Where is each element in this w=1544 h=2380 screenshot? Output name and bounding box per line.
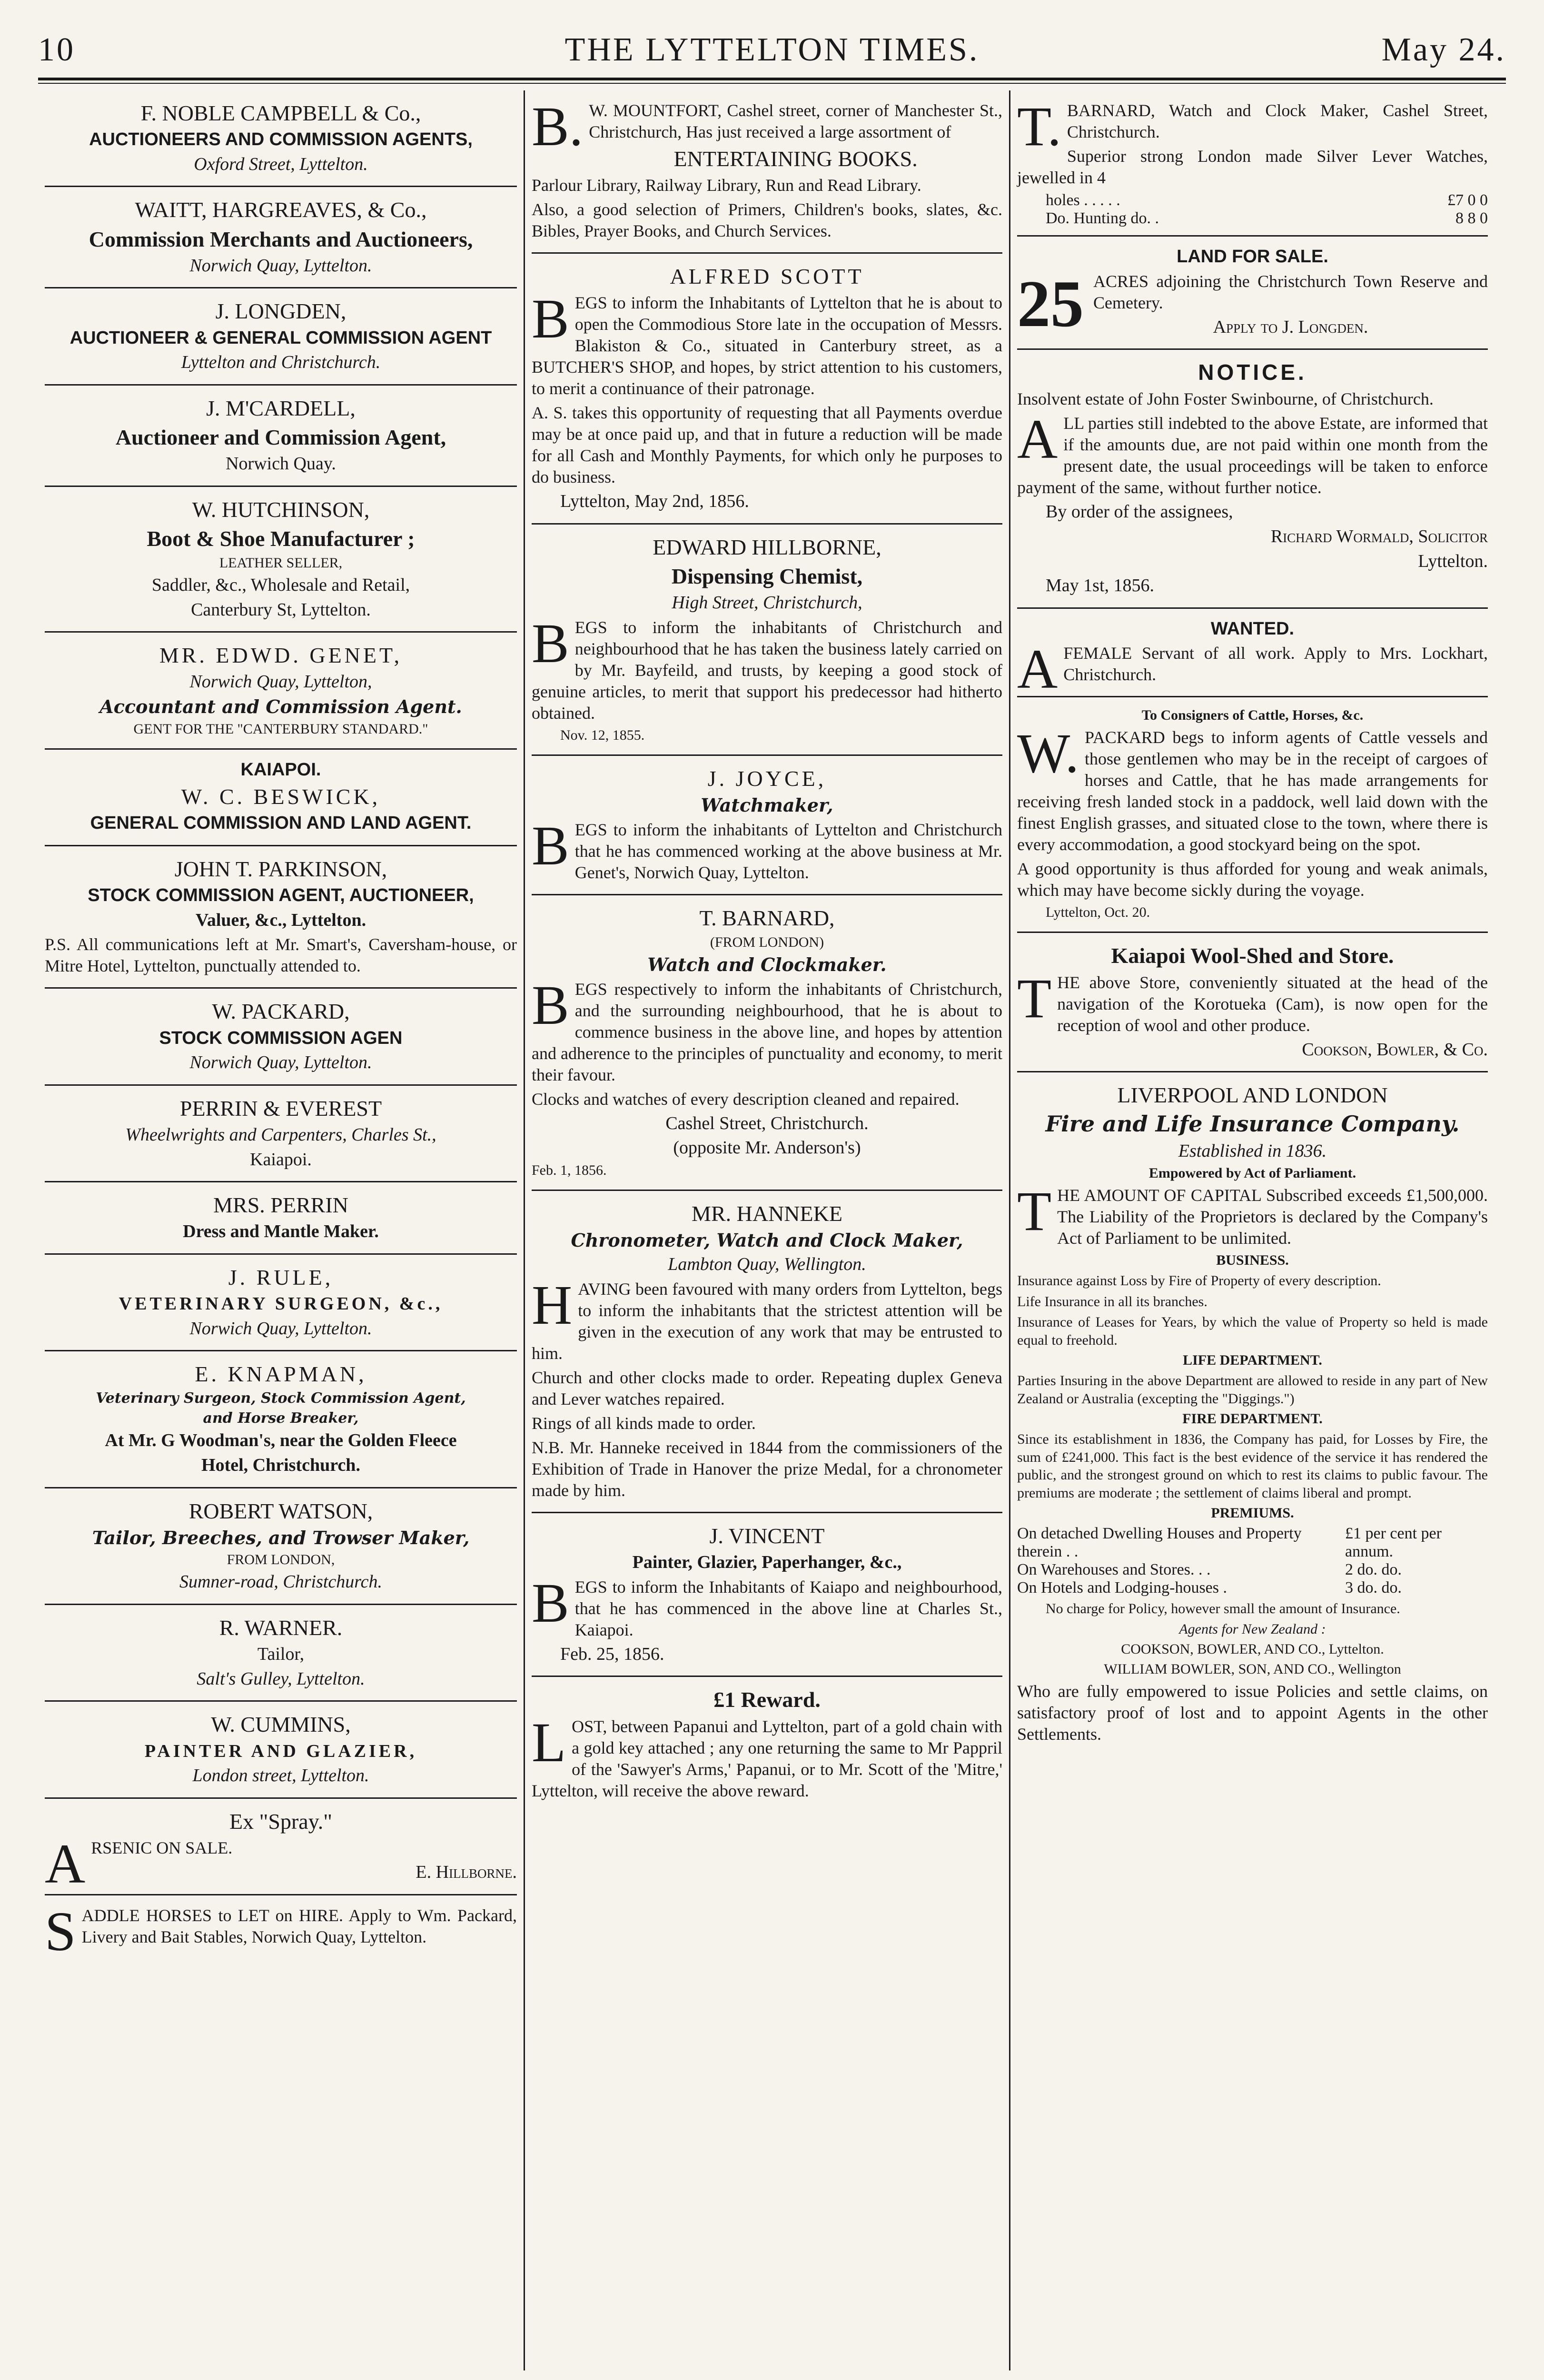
- ad-address: Kaiapoi.: [250, 1149, 312, 1170]
- ad-trade: Watch and Clockmaker.: [647, 953, 887, 975]
- ad-body: Clocks and watches of every description cleaned and repaired.: [532, 1089, 960, 1109]
- ad-body: BEGS to inform the Inhabitants of Kaiapo and neighbourhood, that he has commenced in the above line at Charles St., Kaiapoi.: [532, 1571, 1002, 1639]
- ad-body: P.S. All communications left at Mr. Smart's, Caversham-house, or Mitre Hotel, Lyttelton, punctually attended to.: [45, 935, 517, 976]
- ad-barnard-clockmaker: [532, 895, 1002, 1191]
- ad-genet: [45, 633, 517, 749]
- premium-label: On Warehouses and Stores. . .: [1017, 1561, 1211, 1579]
- ad-name: PERRIN & EVEREST: [179, 1096, 382, 1121]
- ad-address: Norwich Quay.: [226, 454, 336, 474]
- ad-trade: and Horse Breaker,: [203, 1410, 359, 1427]
- ad-vincent: [532, 1513, 1002, 1677]
- ad-hutchinson: [45, 487, 517, 633]
- ad-subtitle: Valuer, &c., Lyttelton.: [195, 910, 366, 930]
- ad-name: JOHN T. PARKINSON,: [174, 857, 387, 881]
- ad-address: Lyttelton and Christchurch.: [181, 352, 381, 373]
- ad-body: ACRES adjoining the Christchurch Town Reserve and Cemetery.: [1093, 271, 1488, 312]
- ad-body: A. S. takes this opportunity of requesting that all Payments overdue may be at once paid up, and that in future a reduction will be made for all Cash and Monthly Payments, for which only he purposes to do business.: [532, 403, 1002, 487]
- ad-body: HAVING been favoured with many orders from Lyttelton, begs to inform the inhabitants that the strictest attention will be given in the execution of any work that may be entrusted to him.: [532, 1274, 1002, 1363]
- ad-body: Rings of all kinds made to order.: [532, 1414, 756, 1433]
- ad-body: Parlour Library, Railway Library, Run and Read Library.: [532, 176, 921, 195]
- ad-body: W.PACKARD begs to inform agents of Cattle vessels and those gentlemen who may be in the receipt of cargoes of horses and Cattle, that he has made arrangements for receiving fresh landed stock in a paddock, well laid down with the finest English grasses, and situated close to the town, where there is every accommodation, a good stockyard being on the spot.: [1017, 722, 1488, 854]
- ad-date: Feb. 1, 1856.: [532, 1162, 607, 1178]
- ad-body: BEGS to inform the Inhabitants of Lyttelton that he is about to open the Commodious Store late in the occupation of Messrs. Blakiston & Co., situated in Canterbury street, as a BUTCHER'S SHOP, and hopes, by strict attention to his customers, to merit a continuance of their patronage.: [532, 288, 1002, 398]
- ad-body: By order of the assignees,: [1046, 502, 1233, 522]
- ad-subtitle: Established in 1836.: [1178, 1140, 1327, 1161]
- ad-name: W. PACKARD,: [212, 999, 350, 1024]
- ad-heading: Ex "Spray.": [229, 1809, 332, 1834]
- premium-row: [1017, 1561, 1488, 1579]
- masthead-rule: [38, 78, 1506, 84]
- ad-body: Since its establishment in 1836, the Company has paid, for Losses by Fire, the sum of £241,000. This fact is the best evidence of the service it has rendered the public, and the strongest ground on which to rest its claims to public favour. The premiums are moderate ; the settlement of claims liberal and prompt.: [1017, 1431, 1488, 1501]
- ad-reward: [532, 1677, 1002, 1812]
- acre-count: 25: [1017, 267, 1084, 341]
- premium-rate: £1 per cent per annum.: [1345, 1525, 1442, 1561]
- ad-body: ALL parties still indebted to the above Estate, are informed that if the amounts due, are not paid within one month from the present date, the usual proceedings will be taken to enforce payment of the same, without further notice.: [1017, 408, 1488, 497]
- issue-date: May 24.: [1381, 31, 1506, 68]
- ad-subtitle: (FROM LONDON): [710, 934, 824, 950]
- ad-trade: Painter, Glazier, Paperhanger, &c.,: [632, 1552, 902, 1573]
- price-label: holes . . . . .: [1046, 191, 1120, 209]
- premium-row: [1017, 1579, 1488, 1597]
- ad-subtitle: GENT FOR THE "CANTERBURY STANDARD.": [133, 721, 428, 737]
- ad-body: BEGS to inform the inhabitants of Lyttelton and Christchurch that he has commenced working at the above business at Mr. Genet's, Norwich Quay, Lyttelton.: [532, 814, 1002, 882]
- ad-trade: AUCTIONEERS AND COMMISSION AGENTS,: [89, 129, 473, 150]
- ad-name: MR. HANNEKE: [692, 1201, 842, 1226]
- ad-body: BEGS respectively to inform the inhabitants of Christchurch, and the surrounding neighbourhood, that he is about to commence business in the above line, and hopes by attention and adherence to the principles of punctuality and economy, to merit their favour.: [532, 973, 1002, 1084]
- ad-address: Norwich Quay, Lyttelton.: [189, 1318, 372, 1339]
- ad-subtitle: LEATHER SELLER,: [219, 555, 343, 571]
- ad-address: (opposite Mr. Anderson's): [673, 1138, 861, 1158]
- ad-trade: Commission Merchants and Auctioneers,: [89, 227, 473, 251]
- ad-mrs-perrin: [45, 1182, 517, 1255]
- agent: WILLIAM BOWLER, SON, AND CO., Wellington: [1104, 1661, 1401, 1677]
- ad-trade: Chronometer, Watch and Clock Maker,: [571, 1229, 963, 1251]
- ad-beswick: [45, 750, 517, 846]
- ad-subtitle: Insolvent estate of John Foster Swinbourne, of Christchurch.: [1017, 389, 1434, 409]
- ad-trade: Tailor,: [257, 1644, 305, 1665]
- ad-name: MRS. PERRIN: [213, 1193, 348, 1218]
- ad-packard: [45, 989, 517, 1085]
- ad-heading: Fire and Life Insurance Company.: [1045, 1111, 1460, 1137]
- ad-heading: £1 Reward.: [713, 1687, 821, 1712]
- premium-row: [1017, 1525, 1488, 1561]
- ad-address: Norwich Quay, Lyttelton.: [189, 1052, 372, 1073]
- ad-trade: Auctioneer and Commission Agent,: [115, 425, 446, 449]
- ad-body: Also, a good selection of Primers, Children's books, slates, &c. Bibles, Prayer Books, and Church Services.: [532, 200, 1002, 241]
- ad-trade: STOCK COMMISSION AGENT, AUCTIONEER,: [88, 885, 474, 906]
- premium-rate: 2 do. do.: [1345, 1561, 1402, 1579]
- ad-trade: Wheelwrights and Carpenters, Charles St.,: [125, 1124, 436, 1145]
- ad-name: WAITT, HARGREAVES, & Co.,: [135, 198, 427, 222]
- ad-heading: LIVERPOOL AND LONDON: [1117, 1083, 1388, 1108]
- ad-body: A good opportunity is thus afforded for young and weak animals, which may have become sickly during the voyage.: [1017, 859, 1488, 900]
- ad-body: No charge for Policy, however small the amount of Insurance.: [1046, 1601, 1400, 1617]
- ad-name: W. HUTCHINSON,: [192, 497, 370, 522]
- ad-trade: Dispensing Chemist,: [671, 564, 863, 589]
- ad-body: N.B. Mr. Hanneke received in 1844 from the commissioners of the Exhibition of Trade in Hanover the prize Medal, for a chronometer made by him.: [532, 1438, 1002, 1500]
- premium-rate: 3 do. do.: [1345, 1579, 1402, 1597]
- ad-date: Nov. 12, 1855.: [560, 727, 645, 743]
- ad-name: W. C. BESWICK,: [181, 784, 381, 809]
- ad-date: May 1st, 1856.: [1046, 575, 1154, 596]
- ad-trade: STOCK COMMISSION AGEN: [159, 1028, 403, 1048]
- ad-date: Lyttelton, Oct. 20.: [1046, 904, 1150, 921]
- ad-rule: [45, 1255, 517, 1351]
- section-heading: LIFE DEPARTMENT.: [1183, 1352, 1322, 1368]
- price-row: [1017, 209, 1488, 228]
- columns: [38, 90, 1506, 2370]
- ad-date: Feb. 25, 1856.: [560, 1644, 664, 1664]
- ad-subtitle: Saddler, &c., Wholesale and Retail,: [151, 575, 410, 595]
- ad-address: At Mr. G Woodman's, near the Golden Fleece: [105, 1430, 457, 1451]
- ad-trade: GENERAL COMMISSION AND LAND AGENT.: [90, 813, 472, 833]
- ad-signature: Richard Wormald, Solicitor: [1270, 526, 1488, 546]
- ad-place: KAIAPOI.: [240, 759, 321, 780]
- ad-wanted: [1017, 609, 1488, 701]
- ad-trade: Boot & Shoe Manufacturer ;: [147, 526, 415, 551]
- ad-name: J. JOYCE,: [707, 766, 827, 791]
- ad-heading: Kaiapoi Wool-Shed and Store.: [1111, 943, 1394, 968]
- ad-signature: Cookson, Bowler, & Co.: [1302, 1039, 1488, 1060]
- ad-heading: WANTED.: [1210, 618, 1295, 639]
- ad-waitt: [45, 187, 517, 288]
- ad-heading: To Consigners of Cattle, Horses, &c.: [1141, 707, 1364, 724]
- ad-name: R. WARNER.: [219, 1616, 343, 1640]
- ad-address: Sumner-road, Christchurch.: [179, 1572, 382, 1592]
- column-3: [1009, 90, 1495, 2370]
- agents-heading: Agents for New Zealand :: [1179, 1621, 1326, 1637]
- ad-apply: Apply to J. Longden.: [1213, 317, 1368, 337]
- ad-name: J. LONGDEN,: [215, 299, 346, 324]
- ad-name: ROBERT WATSON,: [188, 1498, 373, 1523]
- ad-hillborne: [532, 525, 1002, 756]
- ad-name: J. VINCENT: [709, 1524, 825, 1548]
- ad-trade: Accountant and Commission Agent.: [99, 696, 462, 718]
- ad-body: Church and other clocks made to order. Repeating duplex Geneva and Lever watches repaired.: [532, 1368, 1002, 1409]
- ad-trade: VETERINARY SURGEON, &c.,: [119, 1294, 443, 1314]
- price-label: Do. Hunting do. .: [1046, 209, 1159, 227]
- ad-address: Hotel, Christchurch.: [201, 1455, 360, 1476]
- ad-heading: LAND FOR SALE.: [1177, 247, 1328, 267]
- ad-subtitle: Empowered by Act of Parliament.: [1148, 1165, 1356, 1181]
- ad-body: Life Insurance in all its branches.: [1017, 1293, 1207, 1309]
- page-number: 10: [38, 31, 75, 68]
- ad-signature: Lyttelton.: [1418, 551, 1488, 571]
- ad-scott: [532, 254, 1002, 525]
- ad-address: Oxford Street, Lyttelton.: [194, 154, 368, 174]
- ad-address: Norwich Quay, Lyttelton.: [189, 255, 372, 276]
- premium-label: On detached Dwelling Houses and Property therein . .: [1017, 1525, 1302, 1561]
- column-1: [38, 90, 524, 2370]
- ad-address: Canterbury St, Lyttelton.: [191, 599, 371, 620]
- ad-barnard-watches: [1017, 90, 1488, 237]
- ad-body: Insurance of Leases for Years, by which the value of Property so held is made equal to freehold.: [1017, 1314, 1488, 1348]
- ad-joyce: [532, 756, 1002, 895]
- ad-trade: Veterinary Surgeon, Stock Commission Agent,: [96, 1390, 466, 1407]
- ad-address: High Street, Christchurch,: [672, 593, 862, 613]
- ad-trade: Watchmaker,: [701, 794, 833, 816]
- ad-mcardell: [45, 386, 517, 487]
- price-row: [1017, 191, 1488, 209]
- ad-name: J. RULE,: [228, 1265, 334, 1289]
- ad-signature: E. Hillborne.: [416, 1862, 517, 1882]
- ad-body: Insurance against Loss by Fire of Property of every description.: [1017, 1273, 1381, 1289]
- ad-body: B.W. MOUNTFORT, Cashel street, corner of Manchester St., Christchurch, Has just received a large assortment of: [532, 95, 1002, 158]
- ad-liverpool-insurance: [1017, 1072, 1488, 1755]
- ad-perrin: [45, 1086, 517, 1182]
- ad-body: Parties Insuring in the above Department are allowed to reside in any part of New Zealand or Australia (excepting the "Diggings."): [1017, 1373, 1488, 1407]
- ad-body: ARSENIC ON SALE.: [45, 1832, 233, 1895]
- ad-body: THE above Store, conveniently situated at the head of the navigation of the Korotueka (Cam), is now open for the reception of wool and other produce.: [1017, 967, 1488, 1035]
- ad-name: F. NOBLE CAMPBELL & Co.,: [140, 101, 421, 125]
- ad-body: T.BARNARD, Watch and Clock Maker, Cashel Street, Christchurch.: [1017, 95, 1488, 158]
- section-heading: BUSINESS.: [1216, 1252, 1289, 1269]
- ad-date: Lyttelton, May 2nd, 1856.: [560, 491, 749, 512]
- ad-parkinson: [45, 846, 517, 989]
- ad-knapman: [45, 1351, 517, 1488]
- ad-body: BEGS to inform the inhabitants of Christchurch and neighbourhood that he has taken the business lately carried on by Mr. Bayfeild, and trusts, by keeping a good stock of genuine articles, to merit that support his predecessor had hitherto obtained.: [532, 612, 1002, 723]
- ad-trade: Tailor, Breeches, and Trowser Maker,: [92, 1527, 470, 1548]
- ad-heading: NOTICE.: [1198, 360, 1307, 385]
- ad-campbell: [45, 90, 517, 187]
- ad-arsenic: [45, 1799, 517, 1895]
- ad-body: AFEMALE Servant of all work. Apply to Mrs. Lockhart, Christchurch.: [1017, 638, 1488, 701]
- price-value: £7 0 0: [1447, 191, 1488, 209]
- price-value: 8 8 0: [1455, 209, 1488, 227]
- ad-name: W. CUMMINS,: [211, 1712, 351, 1737]
- masthead: [38, 26, 1506, 69]
- section-heading: PREMIUMS.: [1211, 1505, 1294, 1521]
- ad-trade: AUCTIONEER & GENERAL COMMISSION AGENT: [69, 327, 492, 348]
- ad-consigners: [1017, 697, 1488, 933]
- ad-saddle-horses: [45, 1895, 517, 1963]
- ad-watson: [45, 1488, 517, 1605]
- newspaper-title: THE LYTTELTON TIMES.: [564, 31, 980, 68]
- ad-body: Who are fully empowered to issue Policies and settle claims, on satisfactory proof of lost and to appoint Agents in the other Settlements.: [1017, 1681, 1488, 1744]
- ad-address: Lambton Quay, Wellington.: [668, 1254, 866, 1275]
- ad-address: London street, Lyttelton.: [192, 1765, 369, 1786]
- ad-mountfort: [532, 90, 1002, 254]
- ad-land-for-sale: [1017, 237, 1488, 350]
- ad-name: EDWARD HILLBORNE,: [653, 535, 881, 559]
- ad-wool-shed: [1017, 933, 1488, 1072]
- ad-notice: [1017, 350, 1488, 609]
- ad-longden: [45, 288, 517, 385]
- ad-address: Salt's Gulley, Lyttelton.: [197, 1668, 365, 1689]
- ad-body: Superior strong London made Silver Lever Watches, jewelled in 4: [1017, 147, 1488, 187]
- ad-name: ALFRED SCOTT: [670, 264, 864, 289]
- ad-hanneke: [532, 1191, 1002, 1513]
- ad-name: T. BARNARD,: [699, 905, 835, 930]
- ad-cummins: [45, 1702, 517, 1798]
- ad-body: THE AMOUNT OF CAPITAL Subscribed exceeds £1,500,000. The Liability of the Proprietors is declared by the Company's Act of Parliament to be unlimited.: [1017, 1180, 1488, 1248]
- ad-heading: ENTERTAINING BOOKS.: [673, 147, 918, 171]
- ad-name: E. KNAPMAN,: [195, 1362, 367, 1387]
- ad-trade: PAINTER AND GLAZIER,: [144, 1741, 417, 1761]
- premium-label: On Hotels and Lodging-houses .: [1017, 1579, 1227, 1597]
- ad-trade: Dress and Mantle Maker.: [183, 1221, 379, 1242]
- ad-name: J. M'CARDELL,: [206, 396, 356, 420]
- agent: COOKSON, BOWLER, AND CO., Lyttelton.: [1121, 1641, 1384, 1657]
- ad-subtitle: FROM LONDON,: [227, 1552, 335, 1568]
- ad-warner: [45, 1605, 517, 1702]
- ad-address: Norwich Quay, Lyttelton,: [189, 672, 372, 692]
- ad-address: Cashel Street, Christchurch.: [665, 1113, 869, 1133]
- ad-name: MR. EDWD. GENET,: [159, 643, 403, 668]
- section-heading: FIRE DEPARTMENT.: [1182, 1411, 1323, 1427]
- column-2: [524, 90, 1009, 2370]
- ad-body: SADDLE HORSES to LET on HIRE. Apply to Wm. Packard, Livery and Bait Stables, Norwich Quay, Lyttelton.: [45, 1900, 517, 1963]
- ad-body: LOST, between Papanui and Lyttelton, part of a gold chain with a gold key attached ; any one returning the same to Mr Pappril of the 'Sawyer's Arms,' Papanui, or to Mr. Scott of the 'Mitre,' Lyttelton, will receive the above reward.: [532, 1711, 1002, 1800]
